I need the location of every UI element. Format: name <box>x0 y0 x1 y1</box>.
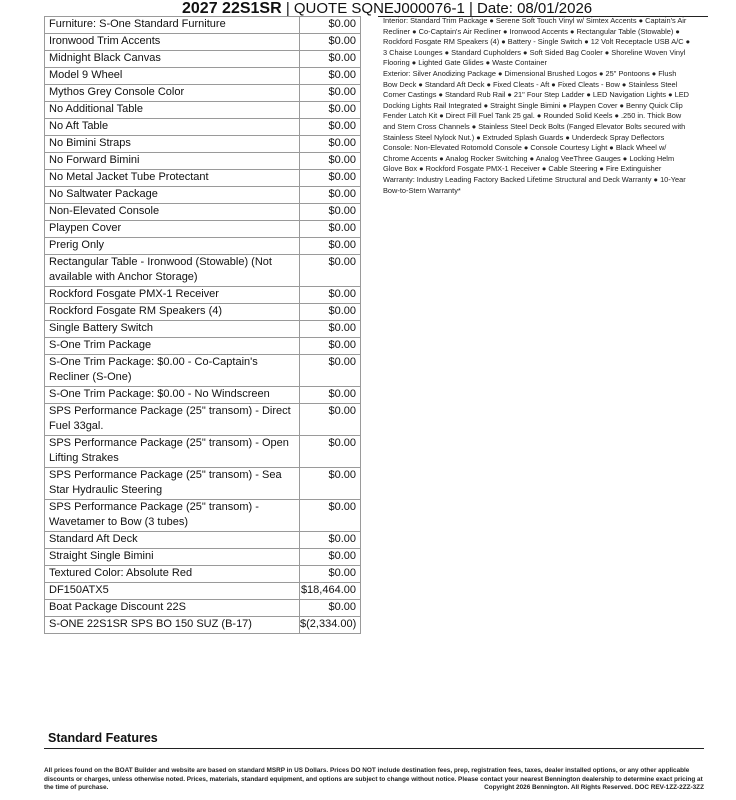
line-item-row <box>45 255 361 287</box>
line-item-row <box>45 68 361 85</box>
line-item-name: Rockford Fosgate PMX-1 Receiver <box>45 287 300 304</box>
line-item-name: Ironwood Trim Accents <box>45 34 300 51</box>
line-item-name: Prerig Only <box>45 238 300 255</box>
footer-copyright: Copyright 2026 Bennington. All Rights Reserved. DOC REV-1ZZ-2ZZ-3ZZ <box>484 784 704 791</box>
line-item-price: $0.00 <box>300 532 361 549</box>
quote-number: QUOTE SQNEJ000076-1 <box>293 0 465 17</box>
line-item-name: SPS Performance Package (25" transom) - Direct Fuel 33gal. <box>45 404 300 436</box>
line-item-row <box>45 338 361 355</box>
line-item-price: $0.00 <box>300 136 361 153</box>
line-item-row <box>45 119 361 136</box>
line-item-name: SPS Performance Package (25" transom) - Wavetamer to Bow (3 tubes) <box>45 500 300 532</box>
line-item-row <box>45 17 361 34</box>
line-item-name: Non-Elevated Console <box>45 204 300 221</box>
line-item-name: SPS Performance Package (25" transom) - Open Lifting Strakes <box>45 436 300 468</box>
line-item-name: No Aft Table <box>45 119 300 136</box>
line-item-name: No Saltwater Package <box>45 187 300 204</box>
feature-paragraph: Warranty: Industry Leading Factory Backed Lifetime Structural and Deck Warranty ● 10-Year Bow-to-Stern Warranty* <box>383 174 686 195</box>
line-items-table-wrap <box>44 16 356 634</box>
line-item-price: $0.00 <box>300 566 361 583</box>
line-item-row <box>45 221 361 238</box>
line-item-name: SPS Performance Package (25" transom) - Sea Star Hydraulic Steering <box>45 468 300 500</box>
line-item-price: $0.00 <box>300 304 361 321</box>
header-separator: | <box>468 0 473 17</box>
line-item-row <box>45 436 361 468</box>
line-item-name: Standard Aft Deck <box>45 532 300 549</box>
line-item-row <box>45 304 361 321</box>
line-item-row <box>45 500 361 532</box>
line-item-price: $0.00 <box>300 500 361 532</box>
footer <box>44 767 704 793</box>
line-item-price: $0.00 <box>300 468 361 500</box>
line-item-price: $0.00 <box>300 404 361 436</box>
line-item-name: Midnight Black Canvas <box>45 51 300 68</box>
line-item-row <box>45 136 361 153</box>
line-item-row <box>45 85 361 102</box>
footer-disclaimer: All prices found on the BOAT Builder and website are based on standard MSRP in US Dollars. Prices DO NOT include destination fees, prep, registration fees, taxes, dealer installed options, or any other applicable discounts or charges, unless otherwise noted. Prices, materials, standard equipment, and options are subject to change without notice. Please contact your nearest Bennington dealership to determine exact pricing at the time of purchase. <box>44 767 703 792</box>
line-item-row <box>45 387 361 404</box>
line-item-name: S-One Trim Package: $0.00 - Co-Captain's Recliner (S-One) <box>45 355 300 387</box>
line-item-price: $0.00 <box>300 221 361 238</box>
line-item-name: Boat Package Discount 22S <box>45 600 300 617</box>
header-separator: | <box>285 0 290 17</box>
line-item-row <box>45 238 361 255</box>
line-item-price: $(2,334.00) <box>300 617 361 634</box>
line-item-price: $0.00 <box>300 187 361 204</box>
line-item-row <box>45 170 361 187</box>
line-item-price: $0.00 <box>300 17 361 34</box>
line-item-name: Rockford Fosgate RM Speakers (4) <box>45 304 300 321</box>
line-item-name: Straight Single Bimini <box>45 549 300 566</box>
line-item-name: Rectangular Table - Ironwood (Stowable) (Not available with Anchor Storage) <box>45 255 300 287</box>
line-item-row <box>45 187 361 204</box>
line-item-price: $18,464.00 <box>300 583 361 600</box>
line-item-price: $0.00 <box>300 355 361 387</box>
line-item-price: $0.00 <box>300 102 361 119</box>
line-item-price: $0.00 <box>300 600 361 617</box>
model-name: 2027 22S1SR <box>182 0 282 17</box>
line-item-price: $0.00 <box>300 85 361 102</box>
line-item-name: S-One Trim Package: $0.00 - No Windscreen <box>45 387 300 404</box>
line-item-row <box>45 532 361 549</box>
standard-features-title: Standard Features <box>48 731 158 745</box>
line-item-price: $0.00 <box>300 51 361 68</box>
line-item-name: No Bimini Straps <box>45 136 300 153</box>
line-item-name: No Metal Jacket Tube Protectant <box>45 170 300 187</box>
feature-descriptions <box>383 16 691 196</box>
line-item-name: No Forward Bimini <box>45 153 300 170</box>
line-item-row <box>45 34 361 51</box>
line-item-row <box>45 355 361 387</box>
line-items-table <box>44 16 361 634</box>
line-items-body <box>45 17 361 634</box>
feature-paragraph: Interior: Standard Trim Package ● Serene Soft Touch Vinyl w/ Simtex Accents ● Captain's Air Recliner ● Co-Captain's Air Recliner ● Ironwood Accents ● Rectangular Table (Stowable) ● Rockford Fosgate RM Speakers (4) ● Battery - Single Switch ● 12 Volt Receptacle USB A/C ● 3 Chaise Lounges ● Standard Cupholders ● Soft Sided Bag Cooler ● Shoreline Woven Vinyl Flooring ● Lighted Gate Glides ● Waste Container <box>383 16 691 68</box>
line-item-price: $0.00 <box>300 153 361 170</box>
line-item-price: $0.00 <box>300 170 361 187</box>
line-item-name: Mythos Grey Console Color <box>45 85 300 102</box>
standard-features-divider <box>44 748 704 749</box>
line-item-price: $0.00 <box>300 436 361 468</box>
line-item-row <box>45 153 361 170</box>
line-item-row <box>45 600 361 617</box>
line-item-row <box>45 321 361 338</box>
line-item-row <box>45 617 361 634</box>
line-item-price: $0.00 <box>300 34 361 51</box>
line-item-name: Furniture: S-One Standard Furniture <box>45 17 300 34</box>
line-item-name: No Additional Table <box>45 102 300 119</box>
line-item-price: $0.00 <box>300 204 361 221</box>
line-item-price: $0.00 <box>300 68 361 85</box>
line-item-name: S-One Trim Package <box>45 338 300 355</box>
line-item-name: Model 9 Wheel <box>45 68 300 85</box>
line-item-price: $0.00 <box>300 119 361 136</box>
line-item-price: $0.00 <box>300 549 361 566</box>
line-item-name: Playpen Cover <box>45 221 300 238</box>
feature-paragraph: Exterior: Silver Anodizing Package ● Dimensional Brushed Logos ● 25" Pontoons ● Flush Bow Deck ● Standard Aft Deck ● Fixed Cleats - Aft ● Fixed Cleats - Bow ● Stainless Steel Corner Castings ● Standard Rub Rail ● 21" Four Step Ladder ● LED Navigation Lights ● LED Docking Lights Rail Integrated ● Straight Single Bimini ● Playpen Cover ● Benny Quick Clip Fender Latch Kit ● Direct Fill Fuel Tank 25 gal. ● Rounded Solid Keels ● .250 in. Thick Bow and Stern Cross Channels ● Stainless Steel Deck Bolts (Fanged Elevator Bolts secured with Stainless Steel Nylock Nut.) ● Extruded Splash Guards ● Underdeck Spray Deflectors <box>383 68 689 142</box>
line-item-price: $0.00 <box>300 321 361 338</box>
line-item-price: $0.00 <box>300 287 361 304</box>
line-item-row <box>45 468 361 500</box>
line-item-row <box>45 583 361 600</box>
line-item-name: Single Battery Switch <box>45 321 300 338</box>
line-item-name: S-ONE 22S1SR SPS BO 150 SUZ (B-17) <box>45 617 300 634</box>
quote-date: Date: 08/01/2026 <box>477 0 593 17</box>
line-item-name: DF150ATX5 <box>45 583 300 600</box>
line-item-row <box>45 204 361 221</box>
line-item-row <box>45 287 361 304</box>
line-item-price: $0.00 <box>300 238 361 255</box>
line-item-row <box>45 102 361 119</box>
line-item-price: $0.00 <box>300 387 361 404</box>
feature-paragraph: Console: Non-Elevated Rotomold Console ● Console Courtesy Light ● Black Wheel w/ Chrome Accents ● Analog Rocker Switching ● Analog VeeThree Gauges ● Locking Helm Glove Box ● Rockford Fosgate PMX-1 Receiver ● Cable Steering ● Fire Extinguisher <box>383 143 675 174</box>
line-item-price: $0.00 <box>300 255 361 287</box>
line-item-name: Textured Color: Absolute Red <box>45 566 300 583</box>
line-item-price: $0.00 <box>300 338 361 355</box>
line-item-row <box>45 549 361 566</box>
line-item-row <box>45 404 361 436</box>
line-item-row <box>45 51 361 68</box>
line-item-row <box>45 566 361 583</box>
